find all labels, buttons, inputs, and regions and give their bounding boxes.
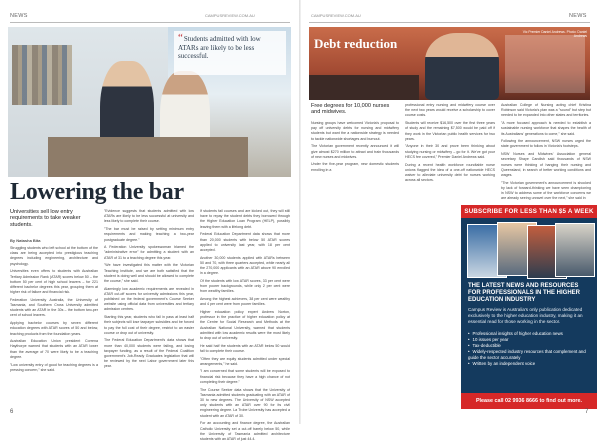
paragraph: Applying bachelor courses by seven different education degrees with ATAR scores of 50 and below, teaching products from the foundation years. bbox=[10, 321, 98, 336]
article-standfirst: Universities sell low entry requirements to take weaker students. bbox=[10, 209, 81, 228]
lectern-graphic bbox=[309, 75, 419, 100]
paragraph: "Low university entry of good for teaching degrees is a pressing concern," she said. bbox=[10, 362, 98, 372]
paragraph: If students fail courses and are kicked out, they will still have to repay the student debts they borrowed through the Higher Education Loan Program (HELP), possibly leaving them with a lifelong debt. bbox=[200, 209, 290, 229]
list-item: • Written by an independent voice bbox=[468, 361, 592, 367]
header-rule bbox=[10, 22, 290, 23]
article-column-1 bbox=[311, 121, 399, 408]
section-label: NEWS bbox=[10, 13, 28, 19]
paragraph: During a recent health workforce roundtable nurse unions flagged the idea of a one-off nationwide HECS waiver to alleviate university debt for nurses working across all sectors. bbox=[405, 162, 495, 183]
quote-mark-icon: “ bbox=[178, 32, 183, 44]
paragraph: NSW Nurses and Midwives' Association general secretary Shaye Candish said thousands of NSW nurses were thinking of hanging their nursing and Queensland, in search of better working conditions and wages. bbox=[501, 152, 591, 177]
article-column-2 bbox=[104, 209, 194, 408]
paragraph: The Victorian government recently announced it will give almost $270 million to attract and train thousands of new nurses and midwives. bbox=[311, 144, 399, 159]
paragraph: He said half the students with an ATAR below 50 would fail to complete their course. bbox=[200, 343, 290, 353]
paragraph: "The bar must be raised by setting minimum entry requirements and making teaching a two-year postgraduate degree." bbox=[104, 227, 194, 242]
running-header: CAMPUSREVIEW.COM.AU bbox=[311, 13, 361, 18]
paragraph: Following the announcement, NSW nurses urged the state government to follow in Victoria's footsteps. bbox=[501, 139, 591, 149]
paragraph: Starting this year, students who fail in pass at least half their subjects will lose taxpayer subsidies and be forced to pay the full cost of their degree, restrict to an easier course or drop out of university. bbox=[104, 315, 194, 335]
paragraph: "A more focused approach is needed to establish a sustainable nursing workforce that shapes the health of its Australians' generations to come," she said. bbox=[501, 121, 591, 136]
magazine-covers bbox=[467, 222, 591, 278]
paragraph: "I am concerned that some students will be exposed to financial risk because they have a high chance of not completing their degree." bbox=[200, 369, 290, 384]
right-page bbox=[301, 0, 600, 424]
paragraph: Students will receive $16,500 over the first three years of study and the remaining $7,500 would be paid off if they work in the Victorian public health services for two years. bbox=[405, 121, 495, 141]
paragraph: Alarmingly low academic requirements are revealed in ATAR cut-off scores for university admissions this year, published on the federal government's Course Seeker website using official data from universities and tertiary admission centres. bbox=[104, 286, 194, 312]
paragraph: Nursing groups have welcomed Victoria's proposal to pay off university debts for nursing and midwifery students but want the a nationwide strategy is needed to tackle nationwide shortages and burnout. bbox=[311, 121, 399, 141]
magazine-cover bbox=[555, 223, 595, 277]
paragraph: For an accounting and finance degree, the Australian Catholic University set a cut-off barely below 50, while the University of Tasmania admitted architecture students with an ATAR of just 44.4. bbox=[200, 421, 290, 441]
ad-intro: Campus Review is Australia's only publication dedicated exclusively to the higher education industry, making it an essential read for those working in the sector. bbox=[468, 307, 583, 324]
paragraph: Australian Education Union president Correna Haythorpe warned that students with an ATAR lower than the average of 70 were likely to be a teaching degree. bbox=[10, 339, 98, 359]
paragraph: Universities even offers to students with Australian Tertiary Admission Rank (ATAR) scores below 50 – the bottom 50 per cent of high school leavers – for 221 different bachelor degrees this year, grouping them at higher risk of failure and financial risk. bbox=[10, 269, 98, 295]
page-number: 7 bbox=[585, 409, 589, 415]
paragraph: "We have investigated this matter with the Victorian Teaching Institute, and we are both satisfied that the student is doing well and should be allowed to complete the course," she said. bbox=[104, 263, 194, 283]
paragraph: "Often they are equity students admitted under special arrangements," he said. bbox=[200, 356, 290, 366]
list-item: • Tax-deductible bbox=[468, 343, 592, 349]
paragraph: Struggling students who left school at the bottom of the class are being accepted into prestigious teaching degrees including engineering, architecture and psychology. bbox=[10, 246, 98, 266]
article-headline: Lowering the bar bbox=[10, 179, 184, 205]
ad-headline: THE LATEST NEWS AND RESOURCES FOR PROFESSIONALS IN THE HIGHER EDUCATION INDUSTRY bbox=[468, 283, 581, 303]
pull-quote bbox=[174, 31, 286, 75]
paragraph: Federal Education Department data shows that more than 20,000 students with below 50 ATAR scores applied to university last year, with 18 per cent accepted. bbox=[200, 232, 290, 252]
paragraph: "Evidence suggests that students admitted with low ATARs are likely to be less successful at university and less likely to complete their course. bbox=[104, 209, 194, 224]
pull-quote-text: Students admitted with low ATARs are likely to be less successful. bbox=[178, 35, 261, 61]
paragraph: Federation University Australia, the University of Tasmania, and Southern Cross University admitted students with an ATAR in the 30s – the bottom two-per cent of school leavers. bbox=[10, 297, 98, 318]
photo-caption: Vic Premier Daniel Andrews. Photo: Daniel Andrews bbox=[522, 30, 587, 39]
subscription-ad bbox=[461, 205, 597, 409]
article-standfirst: Free degrees for 10,000 nurses and midwives. bbox=[311, 103, 390, 116]
paragraph: Higher education policy expert Andrew Norton, professor in the practice of higher education policy at the Centre for Social Research and Methods at the Australian National University, warned that students admitted with low academic results were the most likely to drop out of university. bbox=[200, 309, 290, 340]
speaker-figure bbox=[425, 33, 499, 100]
section-label: NEWS bbox=[569, 13, 587, 19]
paragraph: "The Victorian government's announcement is shocked by lack of forward-thinking we have seen championing in NSW to address some of the workforce concerns we are already seeing unravel over the next," she said in bbox=[501, 180, 591, 201]
ad-banner: SUBSCRIBE FOR LESS THAN $5 A WEEK bbox=[461, 205, 597, 218]
paragraph: A Federation University spokeswoman blamed the "administrative error" for admitting a student with an ATAR of 31 to a teaching degree this year. bbox=[104, 245, 194, 260]
article-column-2 bbox=[405, 103, 495, 201]
list-item: • Widely-respected industry resources that complement and guide the sector accurately bbox=[468, 349, 592, 361]
paragraph: The Course Seeker data shows that the University of Tasmania admitted students graduating with an ATAR of 30 to new degrees. The University of NSW accepted only students with an ATAR over 90 for its civil engineering degree. La Trobe University has accepted a student with an ATAR of 30. bbox=[200, 387, 290, 418]
ad-benefits-list bbox=[468, 331, 592, 367]
article-column-1 bbox=[10, 246, 98, 408]
list-item: • 10 issues per year bbox=[468, 337, 592, 343]
paragraph: Under the five-year program, new domestic students enrolling in a bbox=[311, 162, 399, 172]
paragraph: Another 30,000 students applied with ATARs between 50 and 70, with three quarters accepted, while nearly all the 270,000 applicants with an ATAR above 90 enrolled in a degree. bbox=[200, 255, 290, 276]
ad-call-to-action: Please call 02 9936 8666 to find out more. bbox=[461, 393, 597, 409]
paragraph: The Federal Education Department's data shows that more than 40,000 students were failing, and losing taxpayer funding, as a result of the Federal Coalition government's Job-Ready Graduates legislation that will be reviewed by the next Labor government later this year. bbox=[104, 338, 194, 369]
paragraph: Australian College of Nursing acting chief Kristina Robinson said Victoria's plan was a "sound" but step but needed to be expanded into other states and territories. bbox=[501, 103, 591, 118]
backdrop-graphic bbox=[505, 35, 585, 93]
list-item: • Professional insights of higher education news bbox=[468, 331, 592, 337]
running-header: CAMPUSREVIEW.COM.AU bbox=[205, 13, 255, 18]
desk-graphic bbox=[48, 137, 248, 177]
page-number: 6 bbox=[10, 409, 14, 415]
article-column-3 bbox=[501, 103, 591, 201]
paragraph: Among the highest achievers, 38 per cent were wealthy and 4 per cent were from poorer families. bbox=[200, 297, 290, 307]
paragraph: professional entry nursing and midwifery course over the next two years would receive a scholarship to cover course costs. bbox=[405, 103, 495, 118]
byline: By Natasha Bita bbox=[10, 238, 41, 243]
bookshelf-graphic bbox=[12, 45, 72, 105]
article-column-3 bbox=[200, 209, 290, 441]
left-page bbox=[0, 0, 299, 441]
header-rule bbox=[309, 22, 590, 23]
article-headline: Debt reduction bbox=[314, 36, 398, 51]
paragraph: Of the students with low ATAR scores, 33 per cent were from poorer backgrounds, while only 2 per cent were from wealthy families. bbox=[200, 278, 290, 294]
paragraph: "Anyone in their 30 and prove been thinking about studying nursing or midwifery – go for it. We've got your HECS fee covered," Premier Daniel Andrews said. bbox=[405, 144, 495, 159]
